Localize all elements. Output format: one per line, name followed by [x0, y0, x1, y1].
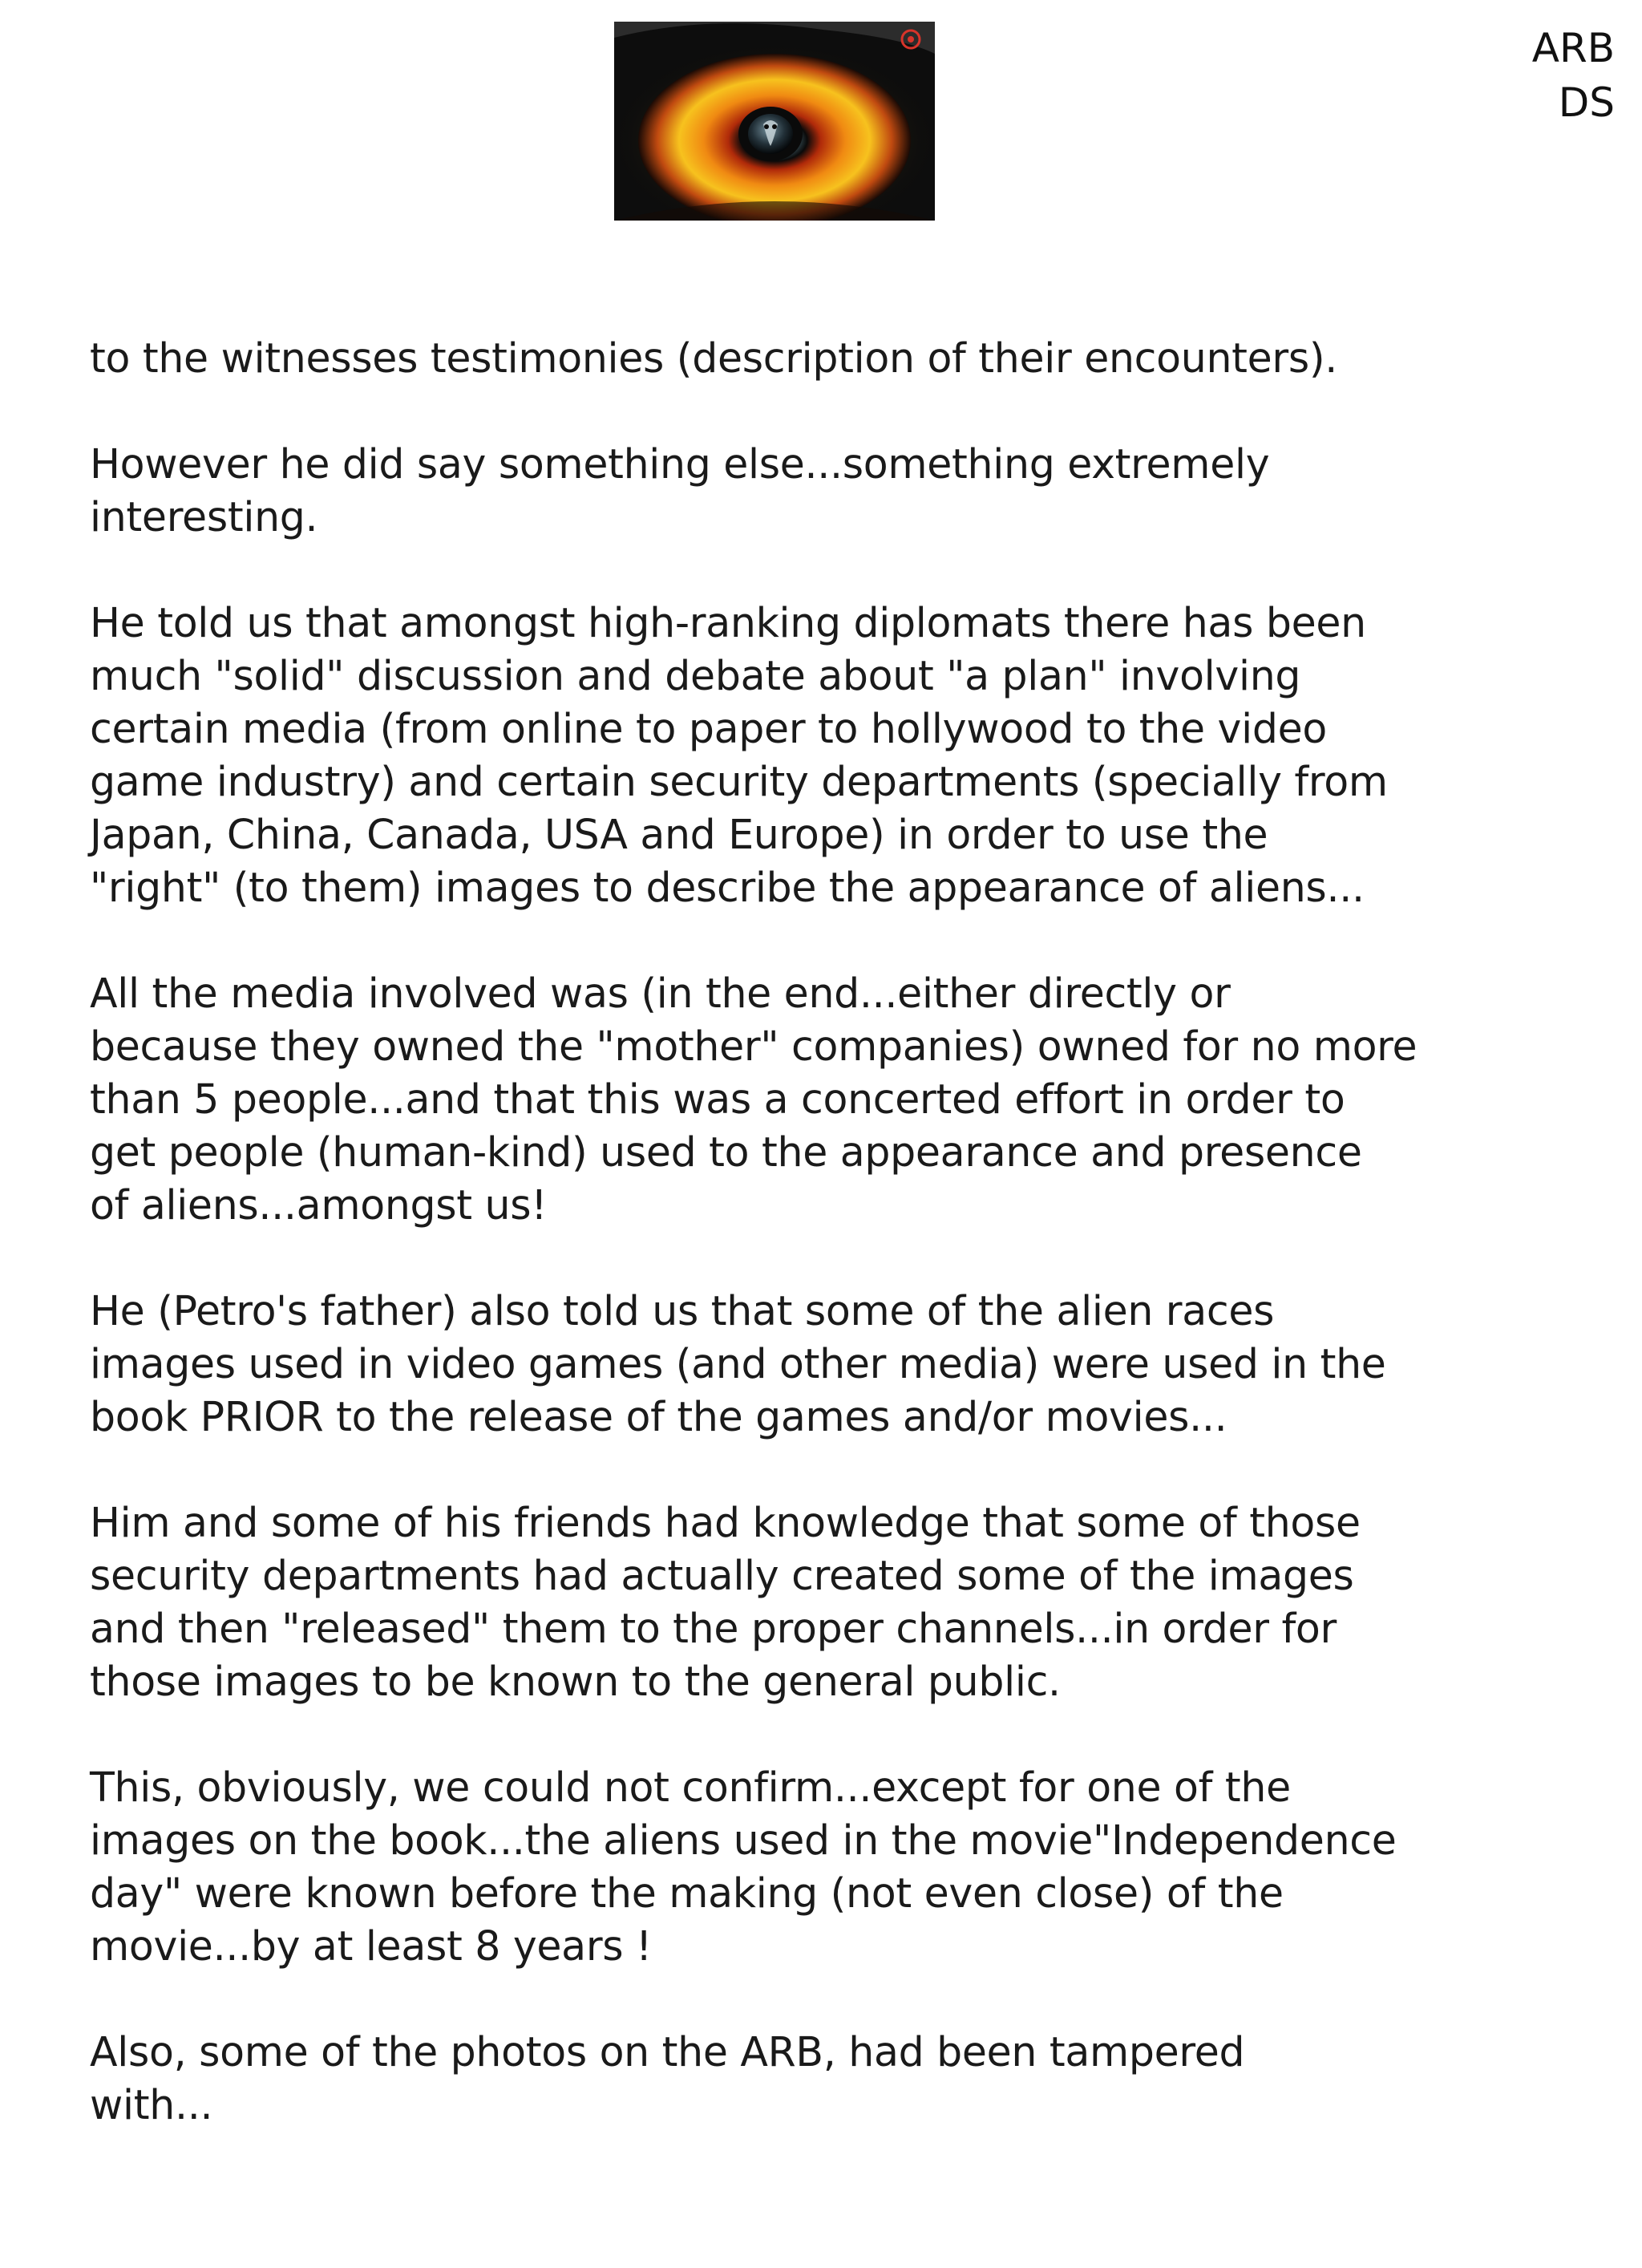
paragraph: He told us that amongst high-ranking diplomats there has been much "solid" discussion and debate about "a plan" involving certain media (from online to paper to hollywood to the video game industry) and certain security departments (specially from Japan, China, Canada, USA and Europe) in order to use the "right" (to them) images to describe the appearance of aliens... — [90, 599, 1388, 911]
paragraph: Also, some of the photos on the ARB, had been tampered with... — [90, 2028, 1245, 2128]
corner-label — [1532, 21, 1615, 130]
eye-icon — [614, 22, 935, 221]
paragraph: This, obviously, we could not confirm...except for one of the images on the book...the aliens used in the movie"Independence day" were known before the making (not even close) of the movie...by at least 8 years ! — [90, 1764, 1397, 1970]
paragraph: Him and some of his friends had knowledge that some of those security departments had actually created some of the images and then "released" them to the proper channels...in order for those images to be known to the general public. — [90, 1499, 1361, 1705]
paragraph: He (Petro's father) also told us that some of the alien races images used in video games (and other media) were used in the book PRIOR to the release of the games and/or movies... — [90, 1287, 1386, 1440]
header-eye-image — [614, 22, 935, 221]
corner-label-line2: DS — [1558, 79, 1615, 126]
paragraph: However he did say something else...something extremely interesting. — [90, 440, 1270, 541]
document-body — [90, 332, 1597, 2185]
paragraph: All the media involved was (in the end...either directly or because they owned the "mother" companies) owned for no more than 5 people...and that this was a concerted effort in order to get people (human-kind) used to the appearance and presence of aliens...amongst us! — [90, 970, 1418, 1229]
corner-label-line1: ARB — [1531, 25, 1615, 71]
paragraph: to the witnesses testimonies (description of their encounters). — [90, 334, 1338, 382]
